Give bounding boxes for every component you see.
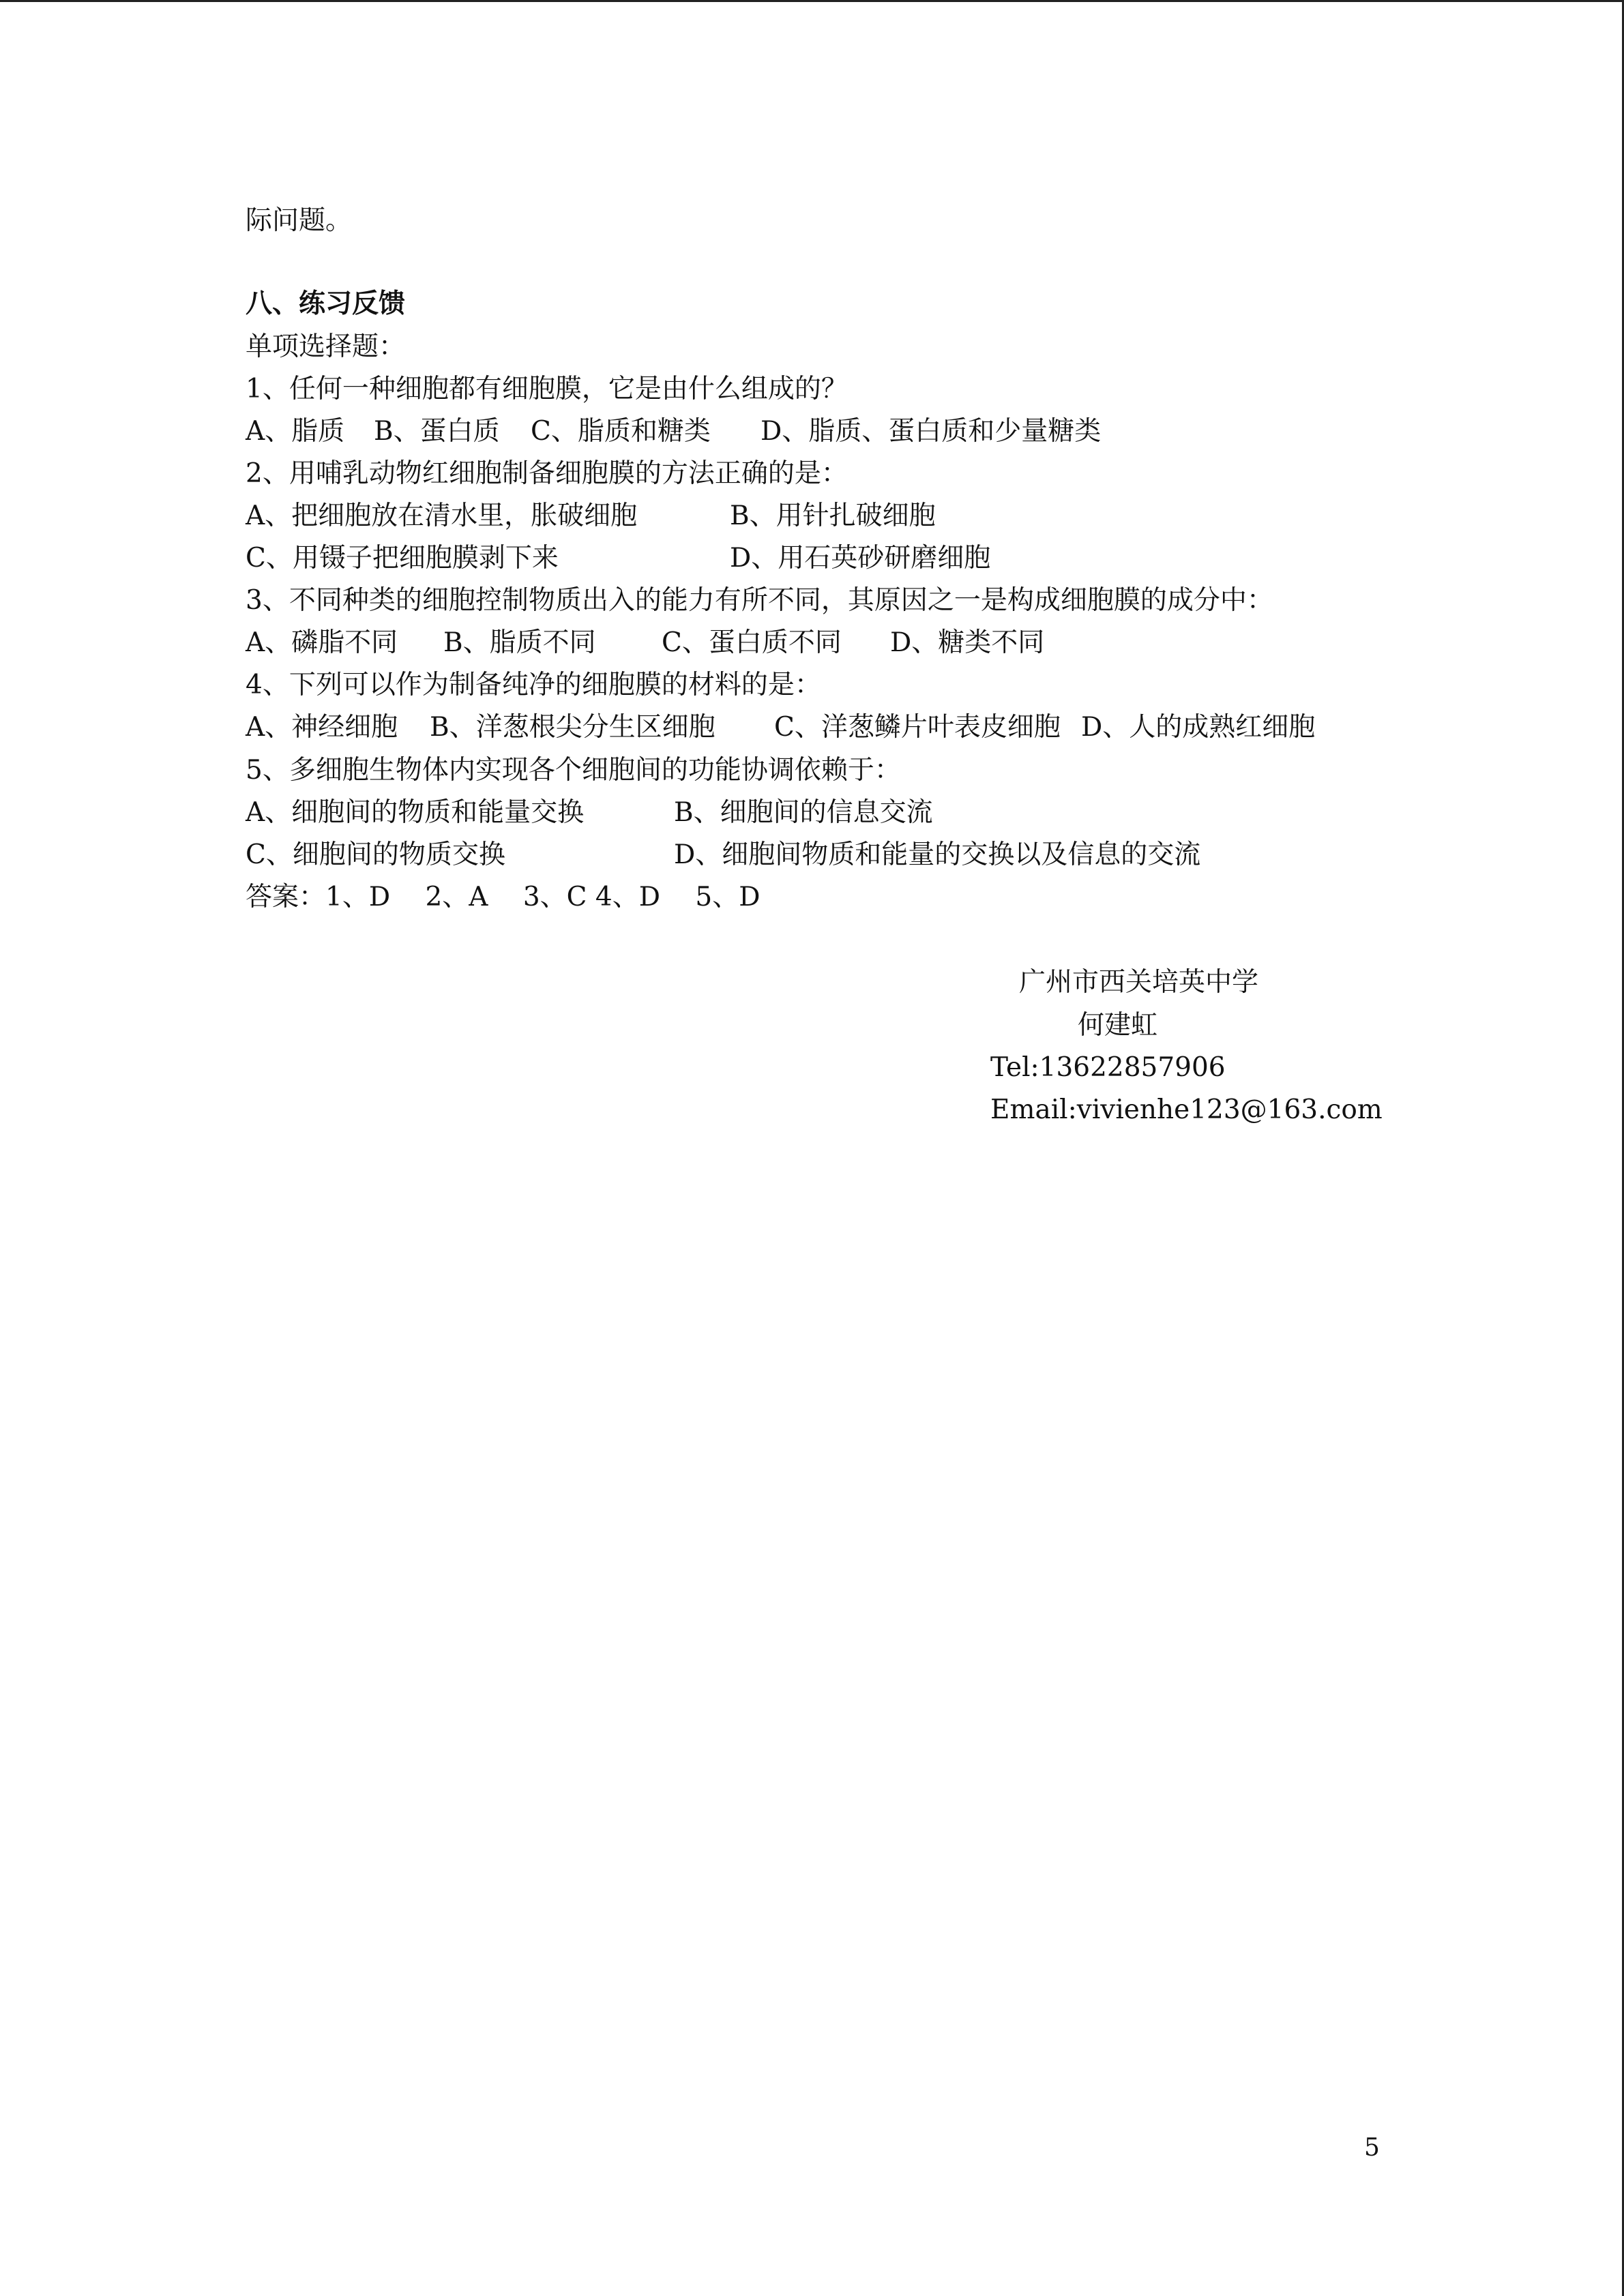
question-3-options [246,624,1405,662]
question-1-stem: 1、任何一种细胞都有细胞膜，它是由什么组成的？ [246,374,848,404]
option-d: D、用石英砂研磨细胞 [730,543,991,573]
option-c: C、用镊子把细胞膜剥下来 [246,543,559,573]
section-title: 八、练习反馈 [246,288,406,319]
email: Email:vivienhe123@163.com [990,1094,1383,1125]
question-2-options-row-2 [246,539,1405,578]
option-c: C、细胞间的物质交换 [246,839,505,870]
option-a: A、神经细胞 [246,712,398,743]
option-a: A、磷脂不同 [246,627,398,658]
option-a: A、脂质 [246,416,345,447]
page-number: 5 [1364,2134,1380,2162]
option-b: B、蛋白质 [374,416,500,447]
subtitle: 单项选择题： [246,331,406,362]
option-d: D、脂质、蛋白质和少量糖类 [761,416,1102,447]
option-c: C、脂质和糖类 [531,416,711,447]
question-4-stem: 4、下列可以作为制备纯净的细胞膜的材料的是： [246,670,821,700]
option-b: B、洋葱根尖分生区细胞 [430,712,715,743]
option-d: D、人的成熟红细胞 [1081,712,1316,743]
option-d: D、细胞间物质和能量的交换以及信息的交流 [674,839,1201,870]
question-5-options-row-1 [246,794,1405,832]
answer-key: 答案：1、D 2、A 3、C 4、D 5、D [246,882,761,912]
question-2-options-row-1 [246,497,1405,535]
option-b: B、细胞间的信息交流 [674,797,933,828]
telephone: Tel:13622857906 [990,1052,1226,1083]
question-1-options [246,413,1405,451]
question-5-stem: 5、多细胞生物体内实现各个细胞间的功能协调依赖于： [246,755,901,786]
option-a: A、把细胞放在清水里，胀破细胞 [246,501,638,531]
option-a: A、细胞间的物质和能量交换 [246,797,585,828]
school-name: 广州市西关培英中学 [1019,967,1259,998]
option-c: C、洋葱鳞片叶表皮细胞 [774,712,1061,743]
top-border-line [0,0,1624,2]
option-d: D、糖类不同 [890,627,1045,658]
option-b: B、脂质不同 [443,627,596,658]
question-3-stem: 3、不同种类的细胞控制物质出入的能力有所不同，其原因之一是构成细胞膜的成分中： [246,585,1273,616]
option-b: B、用针扎破细胞 [730,501,936,531]
continuation-text: 际问题。 [246,205,353,236]
author-name: 何建虹 [1078,1010,1158,1041]
question-5-options-row-2 [246,836,1405,874]
question-4-options [246,709,1405,747]
question-2-stem: 2、用哺乳动物红细胞制备细胞膜的方法正确的是： [246,458,848,489]
option-c: C、蛋白质不同 [662,627,842,658]
